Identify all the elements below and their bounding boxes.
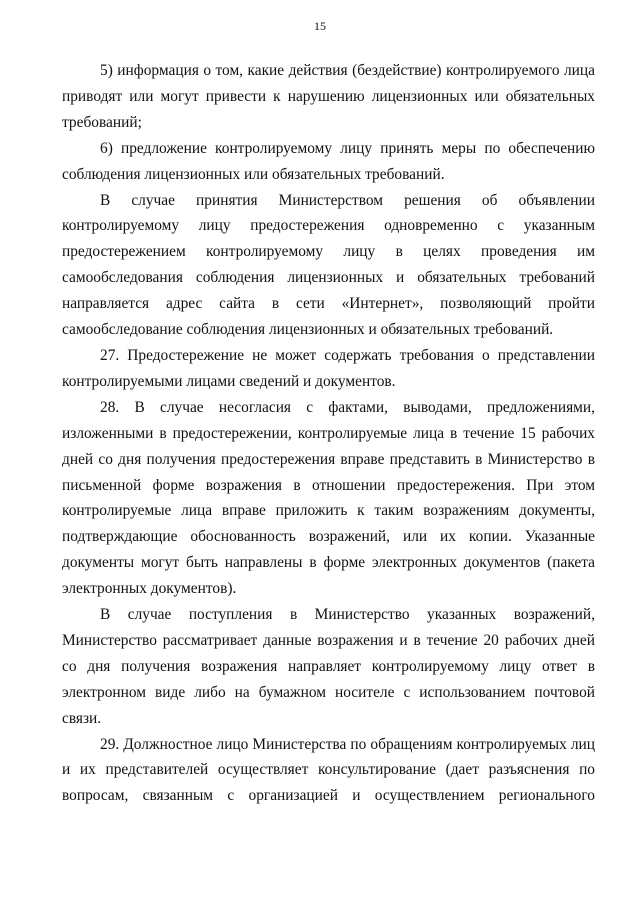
page-number: 15 xyxy=(314,19,326,33)
paragraph-self-assessment: В случае принятия Министерством решения об объявлении контролируемому лицу предостережения одновременно с указанным предостережением контролируемому лицу в целях проведения им самообследования соблюдения лицензионных и обязательных требований направляется адрес сайта в сети «Интернет», позволяющий пройти самообследование соблюдения лицензионных и обязательных требований. xyxy=(62,191,595,339)
document-body xyxy=(62,58,595,809)
paragraph-28: 28. В случае несогласия с фактами, выводами, предложениями, изложенными в предостережении, контролируемые лица в течение 15 рабочих дней со дня получения предостережения вправе представить в Министерство в письменной форме возражения в отношении предостережения. При этом контролируемые лица вправе приложить к таким возражениям документы, подтверждающие обоснованность возражений, или их копии. Указанные документы могут быть направлены в форме электронных документов (пакета электронных документов). xyxy=(62,398,595,598)
paragraph-objections-response: В случае поступления в Министерство указанных возражений, Министерство рассматривает данные возражения и в течение 20 рабочих дней со дня получения возражения направляет контролируемому лицу ответ в электронном виде либо на бумажном носителе с использованием почтовой связи. xyxy=(62,606,595,727)
paragraph-item-6: 6) предложение контролируемому лицу принять меры по обеспечению соблюдения лицензионных или обязательных требований. xyxy=(62,139,595,183)
paragraph-27: 27. Предостережение не может содержать требования о представлении контролируемыми лицами сведений и документов. xyxy=(62,346,595,390)
paragraph-29: 29. Должностное лицо Министерства по обращениям контролируемых лиц и их представителей осуществляет консультирование (дает разъяснения по вопросам, связанным с организацией и осуществлением регионального xyxy=(62,735,595,805)
paragraph-item-5: 5) информация о том, какие действия (бездействие) контролируемого лица приводят или могут привести к нарушению лицензионных или обязательных требований; xyxy=(62,62,595,131)
